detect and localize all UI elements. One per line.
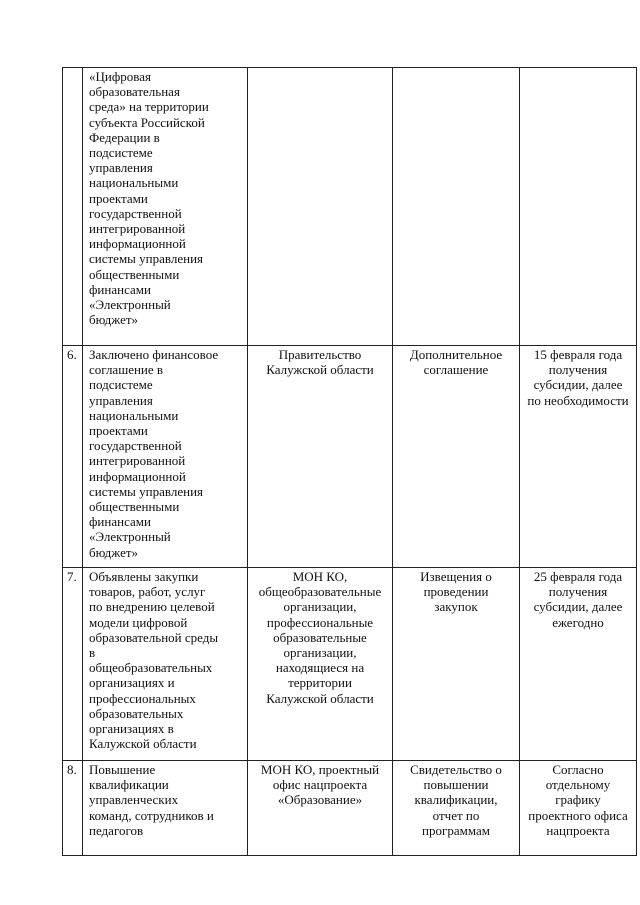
row-number: 8.: [63, 761, 83, 856]
row-number: 6.: [63, 346, 83, 568]
document-cell: [393, 761, 520, 856]
table-row: [63, 68, 637, 346]
event-text: Заключено финансовое соглашение в подсистеме управления национальными проектами государственной интегрированной информационной системы управления общественными финансами «Электронный бюджет»: [89, 347, 219, 560]
table-row: [63, 346, 637, 568]
responsible-text: МОН КО, проектный офис нацпроекта «Образование»: [260, 762, 380, 808]
document-cell: [393, 346, 520, 568]
event-text: Повышение квалификации управленческих команд, сотрудников и педагогов: [89, 762, 214, 838]
event-cell: [83, 68, 248, 346]
row-number: 7.: [63, 568, 83, 761]
responsible-text: Правительство Калужской области: [266, 347, 374, 378]
responsible-text: МОН КО, общеобразовательные организации, профессиональные образовательные организации, находящиеся на территории Калужской области: [258, 569, 382, 706]
deadline-cell: [520, 761, 637, 856]
deadline-cell: [520, 68, 637, 346]
table-row: [63, 761, 637, 856]
event-cell: [83, 346, 248, 568]
document-cell: [393, 568, 520, 761]
event-cell: [83, 568, 248, 761]
deadline-text: 25 февраля года получения субсидии, далее ежегодно: [533, 569, 623, 630]
event-text: Объявлены закупки товаров, работ, услуг по внедрению целевой модели цифровой образовательной среды в общеобразовательных организациях и профессиональных образовательных организациях в Калужской области: [89, 569, 219, 752]
row-number: [63, 68, 83, 346]
event-cell: [83, 761, 248, 856]
document-text: Дополнительное соглашение: [409, 347, 503, 378]
document-cell: [393, 68, 520, 346]
responsible-cell: [248, 568, 393, 761]
responsible-cell: [248, 346, 393, 568]
deadline-cell: [520, 568, 637, 761]
deadline-text: Согласно отдельному графику проектного офиса нацпроекта: [528, 762, 628, 838]
events-table: [62, 67, 637, 856]
document-text: Свидетельство о повышении квалификации, отчет по программам: [410, 762, 502, 838]
event-text: «Цифровая образовательная среда» на территории субъекта Российской Федерации в подсистеме управления национальными проектами государственной интегрированной информационной системы управления общественными финансами «Электронный бюджет»: [89, 69, 209, 328]
deadline-cell: [520, 346, 637, 568]
document-text: Извещения о проведении закупок: [420, 569, 492, 615]
deadline-text: 15 февраля года получения субсидии, далее по необходимости: [527, 347, 629, 408]
responsible-cell: [248, 68, 393, 346]
responsible-cell: [248, 761, 393, 856]
table-row: [63, 568, 637, 761]
